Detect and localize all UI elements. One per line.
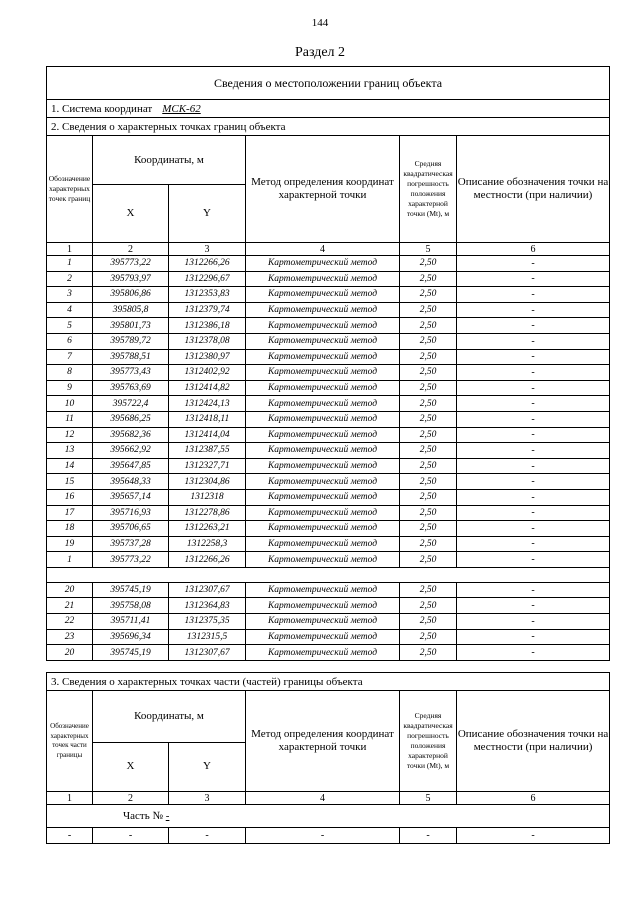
x-coordinate-cell: 395801,73 [93,318,169,334]
description-cell: - [457,318,610,334]
description-cell: - [457,271,610,287]
method-cell: Картометрический метод [246,287,400,303]
y-coordinate-cell: 1312258,3 [169,536,246,552]
points-group-1 [47,256,610,568]
description-cell: - [457,349,610,365]
method-cell: Картометрический метод [246,318,400,334]
parts-data-row [47,828,610,844]
x-coordinate-cell: 395682,36 [93,427,169,443]
y-coordinate-cell: 1312304,86 [169,474,246,490]
method-cell: Картометрический метод [246,333,400,349]
coordinate-system-row [47,100,610,118]
table-row [47,396,610,412]
point-number-cell: 1 [47,552,93,568]
accuracy-cell: 2,50 [400,598,457,614]
method-cell: Картометрический метод [246,349,400,365]
method-cell: Картометрический метод [246,552,400,568]
description-cell: - [457,365,610,381]
accuracy-cell: 2,50 [400,552,457,568]
point-number-cell: 17 [47,505,93,521]
header-point-label: Обозначение характерных точек границ [47,136,93,243]
table-row [47,411,610,427]
column-number: 1 [47,243,93,256]
accuracy-cell: 2,50 [400,427,457,443]
accuracy-cell: 2,50 [400,521,457,537]
method-cell: Картометрический метод [246,505,400,521]
method-cell: Картометрический метод [246,396,400,412]
y-coordinate-cell: 1312353,83 [169,287,246,303]
description-cell: - [457,474,610,490]
description-cell: - [457,396,610,412]
parts-header-accuracy: Средняя квадратическая погрешность положения характерной точки (Mt), м [400,691,457,792]
x-coordinate-cell: 395789,72 [93,333,169,349]
accuracy-cell: 2,50 [400,614,457,630]
accuracy-cell: 2,50 [400,349,457,365]
x-coordinate-cell: 395722,4 [93,396,169,412]
parts-cell: - [47,828,93,844]
accuracy-cell: 2,50 [400,302,457,318]
x-coordinate-cell: 395657,14 [93,489,169,505]
method-cell: Картометрический метод [246,536,400,552]
y-coordinate-cell: 1312378,08 [169,333,246,349]
table-row [47,443,610,459]
column-number: 4 [246,243,400,256]
parts-header-point-label: Обозначение характерных точек части границы [47,691,93,792]
point-number-cell: 7 [47,349,93,365]
point-number-cell: 12 [47,427,93,443]
table-row [47,349,610,365]
method-cell: Картометрический метод [246,427,400,443]
y-coordinate-cell: 1312327,71 [169,458,246,474]
accuracy-cell: 2,50 [400,536,457,552]
description-cell: - [457,521,610,537]
column-number: 4 [246,792,400,805]
x-coordinate-cell: 395773,22 [93,256,169,272]
accuracy-cell: 2,50 [400,396,457,412]
x-coordinate-cell: 395758,08 [93,598,169,614]
table-caption: Сведения о местоположении границ объекта [47,67,610,100]
accuracy-cell: 2,50 [400,489,457,505]
table-row [47,505,610,521]
method-cell: Картометрический метод [246,614,400,630]
description-cell: - [457,427,610,443]
y-coordinate-cell: 1312375,35 [169,614,246,630]
part-label: Часть № [123,810,163,822]
points-section-title: 2. Сведения о характерных точках границ объекта [47,118,610,136]
y-coordinate-cell: 1312263,21 [169,521,246,537]
accuracy-cell: 2,50 [400,380,457,396]
method-cell: Картометрический метод [246,443,400,459]
x-coordinate-cell: 395686,25 [93,411,169,427]
point-number-cell: 8 [47,365,93,381]
method-cell: Картометрический метод [246,489,400,505]
accuracy-cell: 2,50 [400,645,457,661]
header-method: Метод определения координат характерной точки [246,136,400,243]
description-cell: - [457,458,610,474]
points-group-2 [47,582,610,660]
x-coordinate-cell: 395773,43 [93,365,169,381]
x-coordinate-cell: 395763,69 [93,380,169,396]
table-row [47,333,610,349]
point-number-cell: 22 [47,614,93,630]
part-value: - [165,810,170,822]
column-numbers-row [47,243,610,256]
x-coordinate-cell: 395793,97 [93,271,169,287]
column-number: 2 [93,792,169,805]
method-cell: Картометрический метод [246,582,400,598]
point-number-cell: 14 [47,458,93,474]
description-cell: - [457,536,610,552]
description-cell: - [457,614,610,630]
description-cell: - [457,629,610,645]
description-cell: - [457,287,610,303]
accuracy-cell: 2,50 [400,411,457,427]
point-number-cell: 21 [47,598,93,614]
column-number: 6 [457,243,610,256]
column-number: 5 [400,243,457,256]
header-coords: Координаты, м [93,136,246,185]
parts-cell: - [169,828,246,844]
parts-header-coords: Координаты, м [93,691,246,743]
y-coordinate-cell: 1312307,67 [169,582,246,598]
description-cell: - [457,598,610,614]
point-number-cell: 10 [47,396,93,412]
x-coordinate-cell: 395745,19 [93,582,169,598]
y-coordinate-cell: 1312266,26 [169,552,246,568]
y-coordinate-cell: 1312266,26 [169,256,246,272]
table-row [47,287,610,303]
header-x: X [93,185,169,243]
table-row [47,645,610,661]
method-cell: Картометрический метод [246,474,400,490]
column-number: 6 [457,792,610,805]
parts-cell: - [246,828,400,844]
y-coordinate-cell: 1312387,55 [169,443,246,459]
point-number-cell: 20 [47,645,93,661]
description-cell: - [457,380,610,396]
description-cell: - [457,443,610,459]
y-coordinate-cell: 1312380,97 [169,349,246,365]
table-row [47,521,610,537]
x-coordinate-cell: 395805,8 [93,302,169,318]
parts-header-x: X [93,742,169,792]
x-coordinate-cell: 395773,22 [93,552,169,568]
accuracy-cell: 2,50 [400,582,457,598]
y-coordinate-cell: 1312318 [169,489,246,505]
table-row [47,458,610,474]
column-number: 3 [169,243,246,256]
method-cell: Картометрический метод [246,411,400,427]
parts-section-title: 3. Сведения о характерных точках части (частей) границы объекта [47,673,610,691]
point-number-cell: 11 [47,411,93,427]
parts-cell: - [457,828,610,844]
x-coordinate-cell: 395711,41 [93,614,169,630]
x-coordinate-cell: 395737,28 [93,536,169,552]
table-row [47,552,610,568]
table-row [47,474,610,490]
table-row [47,489,610,505]
header-accuracy: Средняя квадратическая погрешность положения характерной точки (Mt), м [400,136,457,243]
parts-header-method: Метод определения координат характерной точки [246,691,400,792]
header-description: Описание обозначения точки на местности (при наличии) [457,136,610,243]
accuracy-cell: 2,50 [400,443,457,459]
x-coordinate-cell: 395706,65 [93,521,169,537]
point-number-cell: 4 [47,302,93,318]
description-cell: - [457,505,610,521]
y-coordinate-cell: 1312379,74 [169,302,246,318]
table-row [47,271,610,287]
accuracy-cell: 2,50 [400,458,457,474]
parts-column-numbers-row [47,792,610,805]
table-row [47,629,610,645]
accuracy-cell: 2,50 [400,505,457,521]
parts-table [46,672,610,844]
y-coordinate-cell: 1312278,86 [169,505,246,521]
description-cell: - [457,302,610,318]
accuracy-cell: 2,50 [400,287,457,303]
accuracy-cell: 2,50 [400,333,457,349]
method-cell: Картометрический метод [246,256,400,272]
column-number: 5 [400,792,457,805]
y-coordinate-cell: 1312296,67 [169,271,246,287]
table-row [47,614,610,630]
parts-header-description: Описание обозначения точки на местности (при наличии) [457,691,610,792]
point-number-cell: 23 [47,629,93,645]
column-number: 1 [47,792,93,805]
point-number-cell: 16 [47,489,93,505]
point-number-cell: 15 [47,474,93,490]
parts-cell: - [93,828,169,844]
table-row [47,598,610,614]
description-cell: - [457,333,610,349]
point-number-cell: 18 [47,521,93,537]
x-coordinate-cell: 395647,85 [93,458,169,474]
point-number-cell: 20 [47,582,93,598]
part-row [47,805,610,828]
coordinate-system-label: 1. Система координат [51,102,153,115]
column-number: 2 [93,243,169,256]
point-number-cell: 6 [47,333,93,349]
description-cell: - [457,552,610,568]
method-cell: Картометрический метод [246,598,400,614]
y-coordinate-cell: 1312414,04 [169,427,246,443]
point-number-cell: 1 [47,256,93,272]
table-row [47,302,610,318]
point-number-cell: 19 [47,536,93,552]
accuracy-cell: 2,50 [400,271,457,287]
description-cell: - [457,256,610,272]
y-coordinate-cell: 1312424,13 [169,396,246,412]
accuracy-cell: 2,50 [400,629,457,645]
point-number-cell: 13 [47,443,93,459]
y-coordinate-cell: 1312386,18 [169,318,246,334]
blank-separator-row [47,567,610,582]
description-cell: - [457,582,610,598]
method-cell: Картометрический метод [246,629,400,645]
point-number-cell: 9 [47,380,93,396]
y-coordinate-cell: 1312315,5 [169,629,246,645]
x-coordinate-cell: 395648,33 [93,474,169,490]
method-cell: Картометрический метод [246,645,400,661]
boundaries-table [46,66,610,661]
table-row [47,536,610,552]
table-row [47,365,610,381]
point-number-cell: 2 [47,271,93,287]
description-cell: - [457,645,610,661]
accuracy-cell: 2,50 [400,318,457,334]
section-title: Раздел 2 [294,45,346,60]
method-cell: Картометрический метод [246,521,400,537]
x-coordinate-cell: 395696,34 [93,629,169,645]
point-number-cell: 5 [47,318,93,334]
column-number: 3 [169,792,246,805]
x-coordinate-cell: 395716,93 [93,505,169,521]
table-row [47,318,610,334]
method-cell: Картометрический метод [246,380,400,396]
method-cell: Картометрический метод [246,271,400,287]
parts-header-y: Y [169,742,246,792]
header-y: Y [169,185,246,243]
accuracy-cell: 2,50 [400,256,457,272]
y-coordinate-cell: 1312402,92 [169,365,246,381]
description-cell: - [457,489,610,505]
y-coordinate-cell: 1312414,82 [169,380,246,396]
parts-cell: - [400,828,457,844]
x-coordinate-cell: 395806,86 [93,287,169,303]
method-cell: Картометрический метод [246,365,400,381]
table-row [47,427,610,443]
x-coordinate-cell: 395788,51 [93,349,169,365]
y-coordinate-cell: 1312418,11 [169,411,246,427]
table-row [47,256,610,272]
method-cell: Картометрический метод [246,302,400,318]
accuracy-cell: 2,50 [400,365,457,381]
coordinate-system-value: МСК-62 [162,102,201,115]
accuracy-cell: 2,50 [400,474,457,490]
x-coordinate-cell: 395745,19 [93,645,169,661]
point-number-cell: 3 [47,287,93,303]
table-row [47,582,610,598]
x-coordinate-cell: 395662,92 [93,443,169,459]
page-number: 144 [311,17,329,29]
y-coordinate-cell: 1312364,83 [169,598,246,614]
method-cell: Картометрический метод [246,458,400,474]
table-row [47,380,610,396]
description-cell: - [457,411,610,427]
y-coordinate-cell: 1312307,67 [169,645,246,661]
